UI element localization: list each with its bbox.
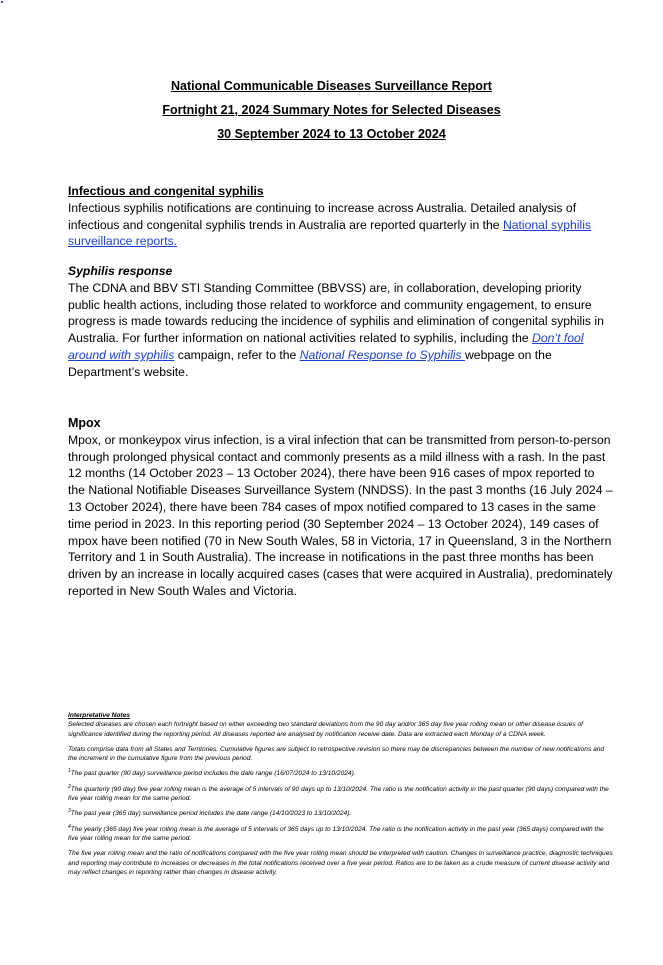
report-date-range: 30 September 2024 to 13 October 2024 — [217, 127, 446, 141]
notes-paragraph-7: The five year rolling mean and the ratio of notifications compared with the five year rolling mean should be interpreted with caution. Changes in surveillance practice, diagnostic techniques and reporting may contribute to increases or decreases in the total notifications received over a five year period. Ratios are to be taken as a crude measure of current disease activity and may reflect changes in reporting rather than changes in disease activity. — [68, 850, 613, 876]
national-response-link[interactable]: National Response to Syphilis — [299, 347, 465, 362]
footnote-marker-4: 4 — [68, 823, 71, 830]
section-syphilis-response — [68, 263, 614, 381]
syphilis-response-heading: Syphilis response — [68, 264, 173, 278]
dont-fool-around-link[interactable]: Don’t fool around with syphilis — [68, 331, 584, 362]
notes-paragraph-3 — [68, 769, 614, 778]
section-mpox — [68, 415, 614, 600]
corner-marker — [1, 1, 3, 3]
notes-paragraph-6 — [68, 825, 614, 844]
mpox-heading: Mpox — [68, 416, 101, 430]
syphilis-reports-link[interactable]: National syphilis surveillance reports. — [68, 217, 591, 249]
report-header — [0, 78, 663, 150]
mpox-paragraph: Mpox, or monkeypox virus infection, is a viral infection that can be transmitted from person-to-person through prolonged physical contact and commonly presents as a mild illness with a rash. In the past 12 months (14 October 2023 – 13 October 2024), there have been 916 cases of mpox reported to the National Notifiable Diseases Surveillance System (NNDSS). In the past 3 months (16 July 2024 – 13 October 2024), there have been 784 cases of mpox notified compared to 13 cases in the same time period in 2023. In this reporting period (30 September 2024 – 13 October 2024), 149 cases of mpox have been notified (70 in New South Wales, 58 in Victoria, 17 in Queensland, 3 in the Northern Territory and 1 in South Australia). The increase in notifications in the past three months has been driven by an increase in locally acquired cases (cases that were acquired in Australia), predominately reported in New South Wales and Victoria. — [68, 432, 613, 598]
footnote-marker-1: 1 — [68, 768, 71, 775]
notes-title: Interpretative Notes — [68, 712, 130, 719]
footnote-marker-2: 2 — [68, 783, 71, 790]
notes-paragraph-1: Selected diseases are chosen each fortnight based on either exceeding two standard deviations from the 90 day and/or 365 day five year rolling mean or other disease issues of significance identified during the reporting period. All diseases reported are analysed by notification receive date. Data are extracted each Monday of a CDNA week. — [68, 721, 583, 738]
syphilis-response-paragraph — [68, 280, 614, 381]
report-title: National Communicable Diseases Surveillance Report — [171, 79, 492, 93]
footnote-marker-3: 3 — [68, 808, 71, 815]
notes-text-5: The past year (365 day) surveillance period includes the date range (14/10/2023 to 13/10/2024). — [70, 810, 352, 818]
syphilis-paragraph — [68, 200, 614, 250]
notes-text-3: The past quarter (90 day) surveillance period includes the date range (16/07/2024 to 13/10/2024). — [70, 770, 356, 778]
section-syphilis — [68, 183, 614, 250]
notes-paragraph-4 — [68, 785, 614, 804]
notes-text-6: The yearly (365 day) five year rolling mean is the average of 5 intervals of 365 days up to 13/10/2024. The ratio is the notification activity in the past year (365 days) compared with the five year rolling mean for the same period. — [68, 825, 604, 842]
notes-text-4: The quarterly (90 day) five year rolling mean is the average of 5 intervals of 90 days up to 13/10/2024. The ratio is the notification activity in the past quarter (90 days) compared with the five year rolling mean for the same period. — [68, 785, 609, 803]
syphilis-response-text-3: webpage on the Department’s website. — [68, 347, 552, 379]
report-subtitle: Fortnight 21, 2024 Summary Notes for Selected Diseases — [162, 103, 501, 117]
syphilis-text: Infectious syphilis notifications are continuing to increase across Australia. Detailed analysis of infectious and congenital syphilis trends in Australia are reported quarterly in the — [68, 200, 577, 232]
syphilis-heading: Infectious and congenital syphilis — [68, 184, 264, 198]
notes-paragraph-5 — [68, 809, 614, 818]
interpretative-notes — [68, 711, 614, 883]
syphilis-response-text-1: The CDNA and BBV STI Standing Committee (BBVSS) are, in collaboration, developing priority public health actions, including those related to workforce and community engagement, to ensure progress is made towards reducing the incidence of syphilis and elimination of congenital syphilis in Australia. For further information on national activities related to syphilis, including the — [68, 280, 604, 346]
syphilis-response-text-2: campaign, refer to the — [174, 347, 300, 362]
notes-paragraph-2: Totals comprise data from all States and Territories. Cumulative figures are subject to retrospective revision so there may be discrepancies between the number of new notifications and the increment in the cumulative figure from the previous period. — [68, 745, 605, 763]
